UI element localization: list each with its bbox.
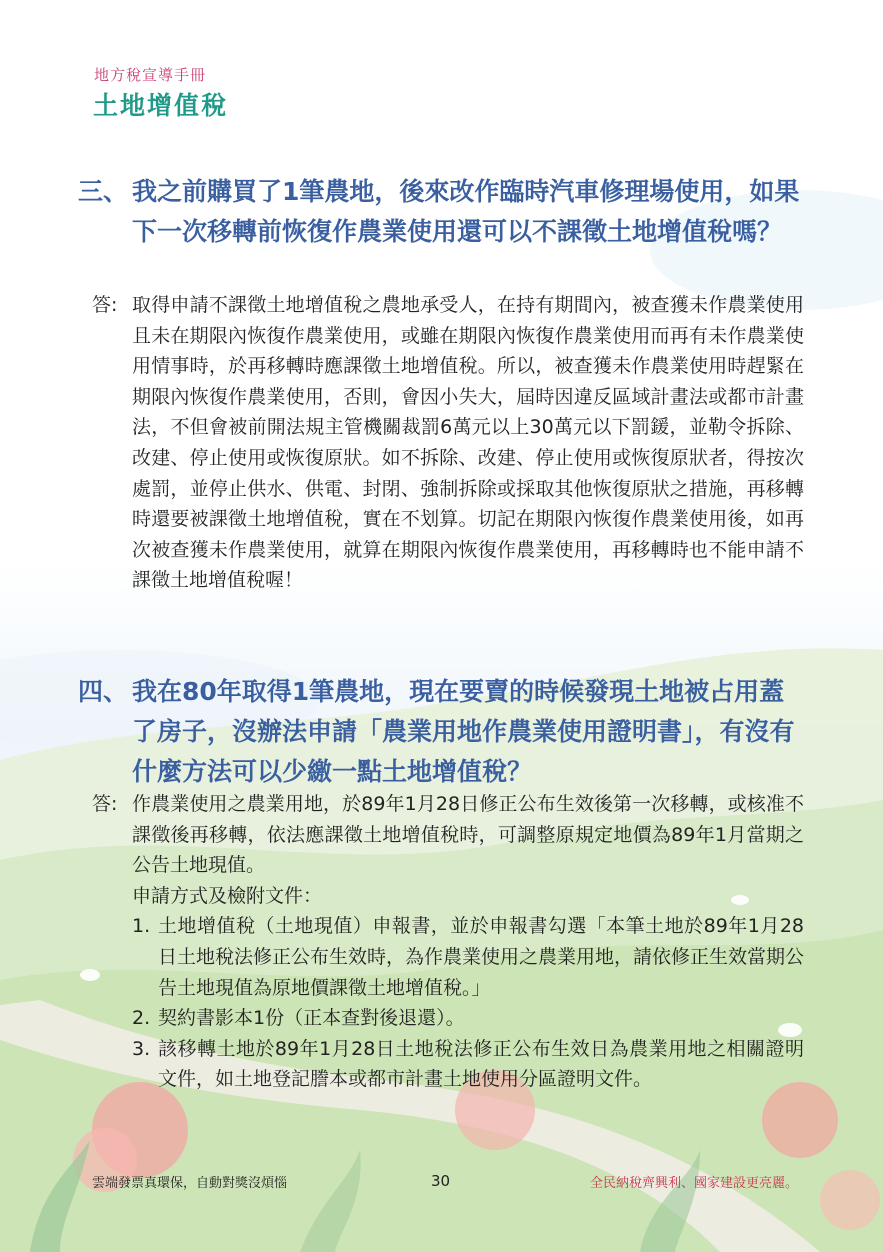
- answer-text: 取得申請不課徵土地增值稅之農地承受人，在持有期間內，被查獲未作農業使用且未在期限內恢復作農業使用，或雖在期限內恢復作農業使用而再有未作農業使用情事時，於再移轉時應課徵土地增值稅。所以，被查獲未作農業使用時趕緊在期限內恢復作農業使用，否則，會因小失大，屆時因違反區域計畫法或都市計畫法，不但會被前開法規主管機關裁罰6萬元以上30萬元以下罰鍰，並勒令拆除、改建、停止使用或恢復原狀。如不拆除、改建、停止使用或恢復原狀者，得按次處罰，並停止供水、供電、封閉、強制拆除或採取其他恢復原狀之措施，再移轉時還要被課徵土地增值稅，實在不划算。切記在期限內恢復作農業使用後，如再次被查獲未作農業使用，就算在期限內恢復作農業使用，再移轉時也不能申請不課徵土地增值稅喔！: [132, 294, 804, 592]
- question-3: [78, 172, 808, 252]
- list-item: [132, 911, 804, 1003]
- docs-heading: 申請方式及檢附文件：: [132, 884, 323, 907]
- question-number: 四、: [78, 677, 129, 706]
- footer-slogan-left: 雲端發票真環保，自動對獎沒煩惱: [92, 1176, 288, 1191]
- question-text: 我之前購買了1筆農地，後來改作臨時汽車修理場使用，如果下一次移轉前恢復作農業使用還可以不課徵土地增值稅嗎？: [132, 177, 800, 246]
- list-item-number: 2.: [132, 1007, 151, 1030]
- list-item: [132, 1034, 804, 1095]
- question-text: 我在80年取得1筆農地，現在要賣的時候發現土地被占用蓋了房子，沒辦法申請「農業用地作農業使用證明書」，有沒有什麼方法可以少繳一點土地增值稅？: [132, 677, 795, 786]
- list-item: [132, 1003, 804, 1034]
- answer-text: 作農業使用之農業用地，於89年1月28日修正公布生效後第一次移轉，或核准不課徵後再移轉，依法應課徵土地增值稅時，可調整原規定地價為89年1月當期之公告土地現值。: [132, 793, 804, 877]
- answer-label: 答:: [92, 793, 118, 815]
- question-number: 三、: [78, 177, 129, 206]
- list-item-number: 1.: [132, 915, 151, 938]
- question-4: [78, 672, 808, 792]
- answer-4: [92, 789, 804, 1095]
- page-number: 30: [431, 1172, 451, 1190]
- answer-3: [92, 290, 804, 596]
- footer-slogan-right: 全民納稅齊興利、國家建設更亮麗。: [589, 1176, 798, 1191]
- handbook-subtitle: 地方稅宣導手冊: [94, 66, 207, 84]
- answer-body: [132, 789, 804, 1095]
- list-item-text: 該移轉土地於89年1月28日土地稅法修正公布生效日為農業用地之相關證明文件，如土地登記謄本或都市計畫土地使用分區證明文件。: [158, 1037, 804, 1091]
- answer-label: 答:: [92, 294, 118, 316]
- list-item-text: 土地增值稅（土地現值）申報書，並於申報書勾選「本筆土地於89年1月28日土地稅法修正公布生效時，為作農業使用之農業用地，請依修正生效當期公告土地現值為原地價課徵土地增值稅。」: [158, 915, 805, 999]
- list-item-number: 3.: [132, 1037, 151, 1060]
- list-item-text: 契約書影本1份（正本查對後退還）。: [158, 1007, 465, 1030]
- section-title: 土地增值稅: [93, 91, 229, 120]
